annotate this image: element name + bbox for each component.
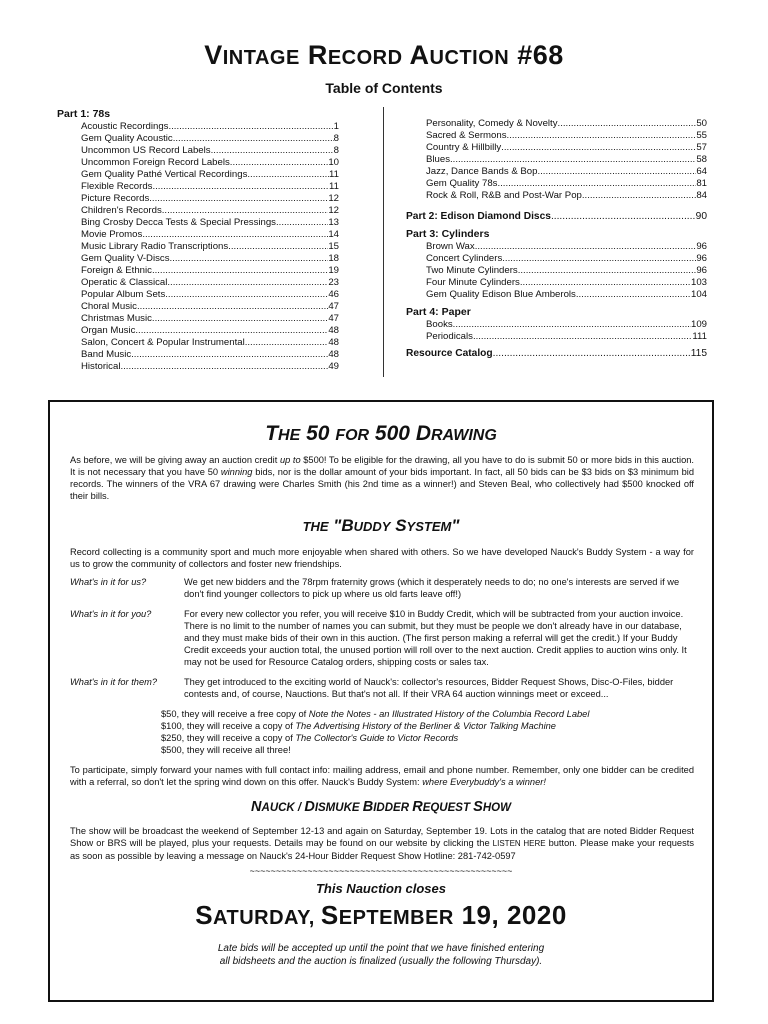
toc-entry-page: 47 <box>328 313 339 324</box>
toc-entry <box>81 289 339 301</box>
bidder-request-show-paragraph: The show will be broadcast the weekend of September 12-13 and again on Saturday, September 19. Lots in the catalog that are noted Bidder Request Show or BRS will be played, plus your requests. Details may be found on our website by clicking the LISTEN HERE button. Please make your requests as soon as possible by leaving a message on Nauck's 24-Hour Bidder Request Show Hotline: 281-742-0597 <box>70 826 694 861</box>
drawing-paragraph: As before, we will be giving away an auction credit up to $500! To be eligible for the drawing, all you have to do is submit 50 or more bids in this auction. It is not necessary that you have 50 winning bids, nor is the dollar amount of your bids important. In fact, all 50 bids can be $3 bids on $3 minimum bid records. The winners of the VRA 67 drawing were Charles Smith (his 2nd time as a winner!) and Steven Beal, who collectively had $500 knocked off their bills. <box>70 455 695 501</box>
toc-entry-page: 49 <box>328 361 339 372</box>
toc-entry <box>426 130 707 142</box>
toc-entry-label: Acoustic Recordings <box>81 121 169 132</box>
toc-entry <box>81 121 339 133</box>
toc-entry-label: Children's Records <box>81 205 162 216</box>
toc-entry-label: Salon, Concert & Popular Instrumental <box>81 337 245 348</box>
toc-entry <box>426 265 707 277</box>
toc-entry-page: 13 <box>328 217 339 228</box>
toc-entry-label: Personality, Comedy & Novelty <box>426 118 558 129</box>
toc-entry-page: 12 <box>328 193 339 204</box>
closing-date: SATURDAY, SEPTEMBER 19, 2020 <box>195 900 567 930</box>
toc-entry-label: Band Music <box>81 349 132 360</box>
toc-entry <box>426 142 707 154</box>
toc-entry <box>81 301 339 313</box>
toc-entry-label: Uncommon Foreign Record Labels <box>81 157 230 168</box>
bidder-request-show-heading: NAUCK / DISMUKE BIDDER REQUEST SHOW <box>251 799 511 815</box>
toc-entry <box>426 118 707 130</box>
toc-entry-page: 81 <box>696 178 707 189</box>
toc-entry <box>81 337 339 349</box>
toc-entry <box>81 133 339 145</box>
toc-part1-list <box>57 121 339 373</box>
toc-entry <box>426 190 707 202</box>
drawing-heading: THE 50 FOR 500 DRAWING <box>265 422 497 445</box>
toc-entry-page: 11 <box>329 181 339 192</box>
toc-entry-label: Bing Crosby Decca Tests & Special Pressings <box>81 217 276 228</box>
toc-entry-label: Foreign & Ethnic <box>81 265 152 276</box>
promo-box <box>48 400 714 1002</box>
toc-entry-page: 19 <box>328 265 339 276</box>
toc-entry <box>426 319 707 331</box>
toc-entry <box>81 205 339 217</box>
toc-part1-heading: Part 1: 78s <box>57 108 111 120</box>
toc-entry-label: Gem Quality Pathé Vertical Recordings <box>81 169 248 180</box>
toc-entry-label: Movie Promos <box>81 229 143 240</box>
toc-entry-label: Gem Quality V-Discs <box>81 253 170 264</box>
toc-entry-page: 10 <box>328 157 339 168</box>
toc-part3-heading: Part 3: Cylinders <box>406 228 490 240</box>
toc-entry-page: 46 <box>328 289 339 300</box>
buddy-answer-us: We get new bidders and the 78rpm fraternity grows (which it desperately needs to do; no one's interests are served if we don't find younger collectors to pick up where us old farts leave off!) <box>184 577 680 599</box>
toc-entry-page: 96 <box>696 241 707 252</box>
page-title: VINTAGE RECORD AUCTION #68 <box>204 40 564 70</box>
toc-entry <box>426 277 707 289</box>
toc-entry-page: 96 <box>696 265 707 276</box>
buddy-question-them: What's in it for them? <box>70 677 158 687</box>
toc-entry <box>81 265 339 277</box>
toc-entry-label: Popular Album Sets <box>81 289 166 300</box>
reward-tier-500: $500, they will receive all three! <box>161 745 291 755</box>
buddy-question-you: What's in it for you? <box>70 609 152 619</box>
toc-entry-label: Gem Quality Edison Blue Amberols <box>426 289 576 300</box>
toc-entry-label: Flexible Records <box>81 181 153 192</box>
toc-entry <box>81 253 339 265</box>
toc-entry <box>81 217 339 229</box>
toc-entry <box>426 289 707 301</box>
toc-entry-label: Blues <box>426 154 450 165</box>
auction-closes-label: This Nauction closes <box>315 881 447 896</box>
toc-entry-label: Brown Wax <box>426 241 475 252</box>
buddy-system-heading: THE "BUDDY SYSTEM" <box>302 516 460 535</box>
toc-part4-heading: Part 4: Paper <box>406 306 471 318</box>
column-divider <box>383 107 384 377</box>
toc-entry-label: Books <box>426 319 453 330</box>
toc-entry-page: 47 <box>328 301 339 312</box>
toc-entry-page: 48 <box>328 325 339 336</box>
toc-entry-page: 96 <box>696 253 707 264</box>
toc-entry <box>426 154 707 166</box>
toc-part1-continued-list <box>406 118 707 202</box>
toc-entry <box>81 145 339 157</box>
toc-entry <box>81 157 339 169</box>
toc-right-column <box>406 118 707 360</box>
buddy-answer-you: For every new collector you refer, you will receive $10 in Buddy Credit, which will be subtracted from your auction invoice. There is no limit to the number of names you can submit, but they must be people we don't already have in our database, and they must make bids of their own in this auction. (The first person making a referral will get the credit.) If your Buddy Credit exceeds your auction total, the unused portion will roll over to the next auction. Credit applies to auction wins only. It may not be used for Resource Catalog orders, shipping costs or sales tax. <box>184 609 687 667</box>
toc-entry-page: 55 <box>696 130 707 141</box>
toc-entry-page: 109 <box>690 319 707 330</box>
toc-entry-page: 64 <box>696 166 707 177</box>
toc-entry <box>81 361 339 373</box>
toc-entry <box>81 241 339 253</box>
toc-entry-page: 18 <box>328 253 339 264</box>
toc-part2-entry: Part 2: Edison Diamond Discs ..... 90 <box>406 211 707 223</box>
toc-entry-page: 23 <box>328 277 339 288</box>
toc-entry-label: Jazz, Dance Bands & Bop <box>426 166 538 177</box>
toc-entry <box>426 253 707 265</box>
reward-tier-50: $50, they will receive a free copy of Note the Notes - an Illustrated History of the Columbia Record Label <box>161 709 590 719</box>
toc-entry <box>81 193 339 205</box>
toc-entry <box>426 178 707 190</box>
toc-entry-page: 111 <box>692 331 707 342</box>
toc-entry-page: 57 <box>696 142 707 153</box>
toc-entry-label: Concert Cylinders <box>426 253 503 264</box>
participate-paragraph: To participate, simply forward your names with full contact info: mailing address, email and phone number. Remember, only one bidder can be credited with a referral, so don't let the spring wind down on this offer. Nauck's Buddy System: where Everybuddy's a winner! <box>70 765 694 787</box>
toc-entry-page: 50 <box>696 118 707 129</box>
toc-entry-label: Gem Quality 78s <box>426 178 498 189</box>
buddy-answer-them: They get introduced to the exciting world of Nauck's: collector's resources, Bidder Request Shows, Disc-O-Files, bidder contests and, of course, Nauctions. But that's not all. If their VRA 64 auction winnings meet or exceed... <box>184 677 674 699</box>
toc-entry-label: Picture Records <box>81 193 150 204</box>
reward-tier-100: $100, they will receive a copy of The Advertising History of the Berliner & Victor Talking Machine <box>161 721 556 731</box>
toc-entry-page: 8 <box>333 133 339 144</box>
late-bids-note: Late bids will be accepted up until the point that we have finished entering all bidsheets and the auction is finalized (usually the following Thursday). <box>217 943 545 967</box>
reward-tier-250: $250, they will receive a copy of The Collector's Guide to Victor Records <box>161 733 459 743</box>
toc-entry-label: Uncommon US Record Labels <box>81 145 211 156</box>
table-of-contents-heading: Table of Contents <box>325 80 443 96</box>
toc-entry <box>81 169 339 181</box>
toc-entry-page: 48 <box>328 337 339 348</box>
toc-entry-page: 103 <box>690 277 707 288</box>
toc-entry-page: 104 <box>690 289 707 300</box>
toc-entry-label: Music Library Radio Transcriptions <box>81 241 229 252</box>
buddy-intro: Record collecting is a community sport and much more enjoyable when shared with others. So we have developed Nauck's Buddy System - a way for us to grow the community of collectors and foster new friendships. <box>70 547 694 569</box>
toc-resource-entry: Resource Catalog ..... 115 <box>406 348 707 360</box>
toc-entry-label: Periodicals <box>426 331 473 342</box>
toc-entry-page: 14 <box>328 229 339 240</box>
toc-entry <box>81 325 339 337</box>
toc-left-column <box>57 108 339 373</box>
toc-entry-label: Gem Quality Acoustic <box>81 133 173 144</box>
buddy-question-us: What's in it for us? <box>70 577 147 587</box>
toc-entry-page: 48 <box>328 349 339 360</box>
toc-entry <box>426 331 707 343</box>
toc-entry-label: Country & Hillbilly <box>426 142 502 153</box>
toc-entry-label: Christmas Music <box>81 313 152 324</box>
toc-entry <box>81 313 339 325</box>
toc-entry-label: Operatic & Classical <box>81 277 168 288</box>
toc-entry-page: 1 <box>333 121 339 132</box>
toc-entry-page: 58 <box>696 154 707 165</box>
toc-entry-page: 8 <box>333 145 339 156</box>
toc-entry-label: Organ Music <box>81 325 136 336</box>
toc-entry-label: Historical <box>81 361 121 372</box>
tilde-divider: ~~~~~~~~~~~~~~~~~~~~~~~~~~~~~~~~~~~~~~~~~~~~~~~~~~ <box>249 866 513 876</box>
toc-entry <box>81 229 339 241</box>
toc-entry-label: Four Minute Cylinders <box>426 277 520 288</box>
toc-entry-page: 15 <box>328 241 339 252</box>
reward-tiers <box>161 708 661 756</box>
toc-entry <box>81 277 339 289</box>
toc-entry-page: 84 <box>696 190 707 201</box>
toc-part4-list <box>406 319 707 343</box>
toc-entry-label: Rock & Roll, R&B and Post-War Pop <box>426 190 582 201</box>
toc-entry <box>81 349 339 361</box>
toc-entry <box>426 241 707 253</box>
toc-entry <box>81 181 339 193</box>
toc-entry-label: Sacred & Sermons <box>426 130 507 141</box>
toc-entry <box>426 166 707 178</box>
toc-entry-page: 11 <box>329 169 339 180</box>
toc-entry-page: 12 <box>328 205 339 216</box>
toc-part3-list <box>406 241 707 301</box>
toc-entry-label: Two Minute Cylinders <box>426 265 518 276</box>
toc-entry-label: Choral Music <box>81 301 137 312</box>
